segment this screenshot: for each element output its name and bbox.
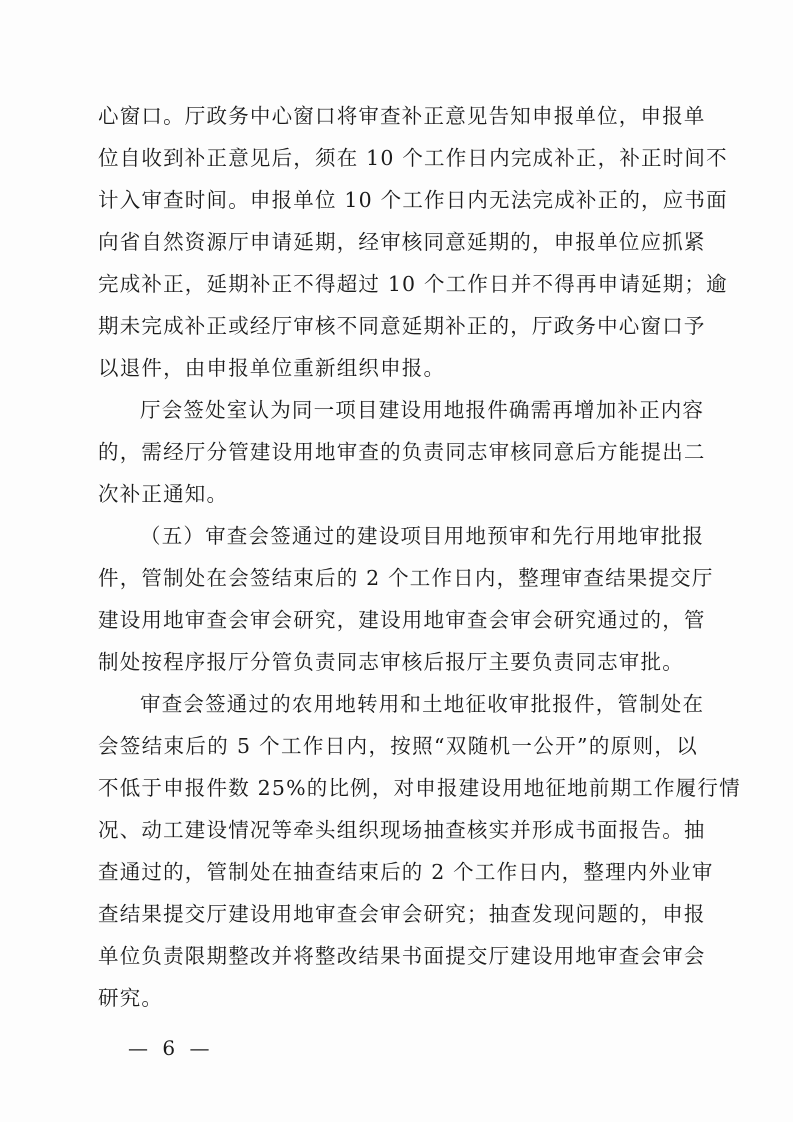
paragraph-line: 建设用地审查会审会研究，建设用地审查会审会研究通过的，管 bbox=[98, 608, 706, 632]
paragraph-line: 向省自然资源厅申请延期，经审核同意延期的，申报单位应抓紧 bbox=[98, 230, 706, 254]
section-heading-line: （五）审查会签通过的建设项目用地预审和先行用地审批报 bbox=[140, 524, 705, 548]
paragraph-line: 以退件，由申报单位重新组织申报。 bbox=[98, 356, 446, 380]
paragraph-line: 次补正通知。 bbox=[98, 482, 229, 506]
paragraph-line: 的，需经厅分管建设用地审查的负责同志审核同意后方能提出二 bbox=[98, 440, 706, 464]
paragraph-line: 厅会签处室认为同一项目建设用地报件确需再增加补正内容 bbox=[140, 398, 705, 422]
paragraph-line: 完成补正，延期补正不得超过 10 个工作日并不得再申请延期；逾 bbox=[98, 272, 728, 296]
paragraph-line: 件，管制处在会签结束后的 2 个工作日内，整理审查结果提交厅 bbox=[98, 566, 714, 590]
paragraph-line: 制处按程序报厅分管负责同志审核后报厅主要负责同志审批。 bbox=[98, 650, 684, 674]
paragraph-line: 查结果提交厅建设用地审查会审会研究；抽查发现问题的，申报 bbox=[98, 902, 706, 926]
paragraph-line: 心窗口。厅政务中心窗口将审查补正意见告知申报单位，申报单 bbox=[98, 104, 706, 128]
paragraph-line: 单位负责限期整改并将整改结果书面提交厅建设用地审查会审会 bbox=[98, 944, 706, 968]
page-number: — 6 — bbox=[128, 1036, 214, 1060]
paragraph-line: 不低于申报件数 25%的比例，对申报建设用地征地前期工作履行情 bbox=[98, 776, 741, 800]
paragraph-line: 审查会签通过的农用地转用和土地征收审批报件，管制处在 bbox=[140, 692, 705, 716]
paragraph-line: 会签结束后的 5 个工作日内，按照“双随机一公开”的原则，以 bbox=[98, 734, 698, 758]
paragraph-line: 位自收到补正意见后，须在 10 个工作日内完成补正，补正时间不 bbox=[98, 146, 728, 170]
paragraph-line: 况、动工建设情况等牵头组织现场抽查核实并形成书面报告。抽 bbox=[98, 818, 706, 842]
paragraph-line: 期未完成补正或经厅审核不同意延期补正的，厅政务中心窗口予 bbox=[98, 314, 706, 338]
paragraph-line: 计入审查时间。申报单位 10 个工作日内无法完成补正的，应书面 bbox=[98, 188, 728, 212]
paragraph-line: 查通过的，管制处在抽查结束后的 2 个工作日内，整理内外业审 bbox=[98, 860, 714, 884]
paragraph-line: 研究。 bbox=[98, 986, 164, 1010]
